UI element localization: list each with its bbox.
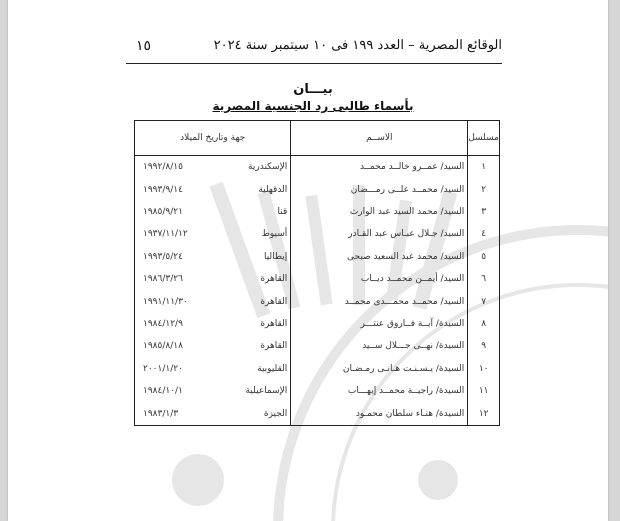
row-birthdate: ١٩٩٣/٩/١٤	[143, 184, 183, 195]
header-rule	[126, 63, 502, 64]
row-birthplace: القاهرة	[260, 319, 288, 330]
table-row	[135, 246, 500, 268]
row-birthplace: الإسكندرية	[248, 162, 288, 173]
row-serial: ١٢	[468, 402, 500, 425]
table-row	[135, 358, 500, 380]
row-name: السيد/ عمــرو خالــد محمــد	[291, 156, 468, 179]
row-name: السيد/ محمد عبد السعيد صبحى	[291, 246, 468, 268]
header-birth: جهة وتاريخ الميلاد	[135, 121, 291, 156]
row-serial: ٦	[468, 268, 500, 290]
document-page	[8, 0, 608, 521]
table-row	[135, 290, 500, 312]
row-birthdate: ١٩٩٢/٨/١٥	[143, 162, 183, 173]
row-birthplace: الدقهلية	[258, 184, 288, 195]
row-birthdate: ١٩٩٣/٥/٢٤	[143, 251, 183, 262]
table-row	[135, 380, 500, 402]
row-serial: ٢	[468, 178, 500, 200]
row-birthplace: قنا	[277, 207, 288, 218]
header-serial: مسلسل	[468, 121, 500, 156]
row-name: السيد/ محمــد محمـــدى محمــد	[291, 290, 468, 312]
row-name: السيدة/ هنـاء سلطان محمـود	[291, 402, 468, 425]
table-row	[135, 178, 500, 200]
row-serial: ٩	[468, 335, 500, 357]
row-birthdate: ١٩٨٥/٩/٢١	[143, 207, 183, 218]
table-header-row	[135, 121, 500, 156]
table-row	[135, 156, 500, 179]
table-row	[135, 223, 500, 245]
row-birthplace: القليوبية	[257, 363, 288, 374]
row-birthdate: ١٩٨٤/١٢/٩	[143, 319, 183, 330]
header-name: الاســم	[291, 121, 468, 156]
statement-subtitle: بأسماء طالبى رد الجنسية المصرية	[212, 99, 414, 113]
row-serial: ١٠	[468, 358, 500, 380]
applicants-table	[134, 120, 500, 426]
row-serial: ١١	[468, 380, 500, 402]
row-serial: ٥	[468, 246, 500, 268]
row-birthdate: ١٩٨٥/٨/١٨	[143, 341, 183, 352]
gazette-title: الوقائع المصرية – العدد ١٩٩ فى ١٠ سبتمبر سنة ٢٠٢٤	[213, 38, 502, 53]
row-birthplace: الجيزة	[263, 408, 288, 419]
row-name: السيد/ محمــد علــى رمـــضان	[291, 178, 468, 200]
row-serial: ٧	[468, 290, 500, 312]
row-birthplace: الإسماعيلية	[245, 386, 288, 397]
row-name: السيد/ أيمــن محمــد ديــاب	[291, 268, 468, 290]
row-birthdate: ١٩٨٤/١٠/١	[143, 386, 183, 397]
row-birthplace: القاهرة	[260, 296, 288, 307]
row-birthplace: القاهرة	[260, 274, 288, 285]
row-serial: ٣	[468, 201, 500, 223]
table-row	[135, 335, 500, 357]
row-birthdate: ١٩٩١/١١/٣٠	[143, 296, 188, 307]
row-serial: ٤	[468, 223, 500, 245]
table-row	[135, 268, 500, 290]
statement-title: بيـــان	[293, 82, 333, 97]
row-name: السيدة/ راجيــة محمــد إيهـــاب	[291, 380, 468, 402]
table-row	[135, 402, 500, 425]
row-name: السيدة/ يـسـنـت هـانـى رمـضـان	[291, 358, 468, 380]
row-birthplace: القاهرة	[260, 341, 288, 352]
row-birthplace: أسيوط	[261, 229, 288, 240]
row-birthdate: ١٩٨٦/٣/٢٦	[143, 274, 183, 285]
row-birthdate: ١٩٣٧/١١/١٢	[143, 229, 188, 240]
row-birthplace: إيطاليا	[263, 251, 288, 262]
row-serial: ١	[468, 156, 500, 179]
row-name: السيد/ جـلال عبـاس عبد القـادر	[291, 223, 468, 245]
row-birthdate: ٢٠٠١/١/٢٠	[143, 363, 183, 374]
row-birthdate: ١٩٨٣/١/٣	[143, 408, 179, 419]
table-row	[135, 201, 500, 223]
row-name: السيد/ محمد السيد عبد الوارث	[291, 201, 468, 223]
row-name: السيدة/ آيــة فــاروق عنتـــر	[291, 313, 468, 335]
page-number: ١٥	[136, 38, 152, 54]
table-row	[135, 313, 500, 335]
gazette-header	[126, 36, 502, 58]
row-serial: ٨	[468, 313, 500, 335]
row-name: السيدة/ نهــى جـــلال ســيد	[291, 335, 468, 357]
